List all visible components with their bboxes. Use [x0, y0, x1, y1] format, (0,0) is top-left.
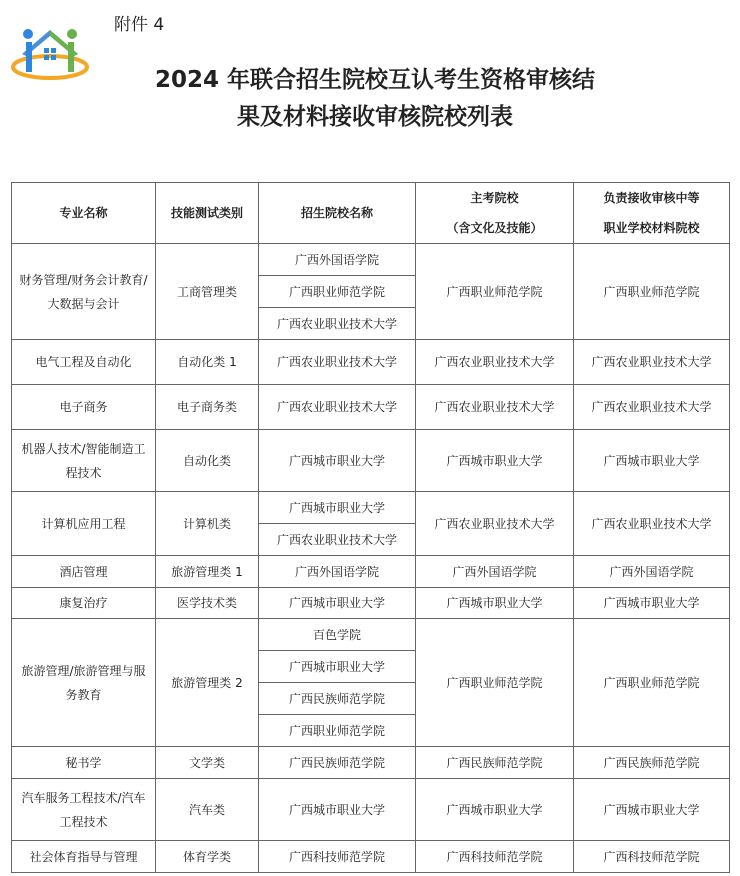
category-cell: 汽车类: [156, 779, 259, 841]
category-cell: 计算机类: [156, 492, 259, 556]
exam-school-cell: 广西农业职业技术大学: [416, 492, 574, 556]
major-cell: 社会体育指导与管理: [12, 841, 156, 873]
header-school: 招生院校名称: [259, 183, 416, 244]
major-cell: 旅游管理/旅游管理与服务教育: [12, 619, 156, 747]
school-cell: 广西城市职业大学: [259, 651, 416, 683]
header-exam-l2: （含文化及技能）: [446, 221, 543, 235]
table-row: [12, 747, 730, 779]
table-row: [12, 244, 730, 276]
exam-school-cell: 广西城市职业大学: [416, 588, 574, 619]
table-row: [12, 556, 730, 588]
exam-school-cell: 广西农业职业技术大学: [416, 340, 574, 385]
header-review-school: [574, 183, 730, 244]
review-school-cell: 广西民族师范学院: [574, 747, 730, 779]
header-exam-l1: 主考院校: [470, 191, 519, 205]
header-major: 专业名称: [12, 183, 156, 244]
school-cell: 广西职业师范学院: [259, 276, 416, 308]
category-cell: 电子商务类: [156, 385, 259, 430]
school-cell: 广西民族师范学院: [259, 683, 416, 715]
exam-school-cell: 广西城市职业大学: [416, 779, 574, 841]
table-row: [12, 385, 730, 430]
attachment-label: 附件 4: [114, 15, 165, 35]
review-school-cell: 广西职业师范学院: [574, 619, 730, 747]
major-cell: 酒店管理: [12, 556, 156, 588]
category-cell: 工商管理类: [156, 244, 259, 340]
exam-school-cell: 广西农业职业技术大学: [416, 385, 574, 430]
school-cell: 广西农业职业技术大学: [259, 524, 416, 556]
title-line-2: 果及材料接收审核院校列表: [237, 104, 513, 130]
major-cell: 秘书学: [12, 747, 156, 779]
header-review-l2: 职业学校材料院校: [603, 221, 700, 235]
header-exam-school: [416, 183, 574, 244]
school-table: [11, 182, 730, 873]
school-cell: 广西农业职业技术大学: [259, 340, 416, 385]
major-cell: 电子商务: [12, 385, 156, 430]
category-cell: 文学类: [156, 747, 259, 779]
review-school-cell: 广西农业职业技术大学: [574, 385, 730, 430]
major-cell: 汽车服务工程技术/汽车工程技术: [12, 779, 156, 841]
category-cell: 自动化类: [156, 430, 259, 492]
school-cell: 百色学院: [259, 619, 416, 651]
major-cell: 计算机应用工程: [12, 492, 156, 556]
school-cell: 广西外国语学院: [259, 556, 416, 588]
school-cell: 广西城市职业大学: [259, 779, 416, 841]
school-cell: 广西城市职业大学: [259, 430, 416, 492]
exam-school-cell: 广西外国语学院: [416, 556, 574, 588]
review-school-cell: 广西城市职业大学: [574, 430, 730, 492]
exam-school-cell: 广西科技师范学院: [416, 841, 574, 873]
header-review-l1: 负责接收审核中等: [603, 191, 700, 205]
exam-school-cell: 广西城市职业大学: [416, 430, 574, 492]
major-cell: 电气工程及自动化: [12, 340, 156, 385]
category-cell: 旅游管理类 1: [156, 556, 259, 588]
school-cell: 广西农业职业技术大学: [259, 385, 416, 430]
category-cell: 自动化类 1: [156, 340, 259, 385]
review-school-cell: 广西职业师范学院: [574, 244, 730, 340]
exam-school-cell: 广西职业师范学院: [416, 619, 574, 747]
table-row: [12, 779, 730, 841]
category-cell: 体育学类: [156, 841, 259, 873]
table-header: [12, 183, 730, 244]
title-line-1: 2024 年联合招生院校互认考生资格审核结: [154, 67, 596, 93]
school-cell: 广西民族师范学院: [259, 747, 416, 779]
review-school-cell: 广西科技师范学院: [574, 841, 730, 873]
category-cell: 旅游管理类 2: [156, 619, 259, 747]
table-row: [12, 340, 730, 385]
review-school-cell: 广西城市职业大学: [574, 779, 730, 841]
major-cell: 康复治疗: [12, 588, 156, 619]
school-cell: 广西城市职业大学: [259, 588, 416, 619]
school-cell: 广西城市职业大学: [259, 492, 416, 524]
school-cell: 广西职业师范学院: [259, 715, 416, 747]
header-skill-category: 技能测试类别: [156, 183, 259, 244]
table-row: [12, 588, 730, 619]
table-row: [12, 430, 730, 492]
exam-school-cell: 广西职业师范学院: [416, 244, 574, 340]
school-cell: 广西外国语学院: [259, 244, 416, 276]
school-cell: 广西科技师范学院: [259, 841, 416, 873]
review-school-cell: 广西外国语学院: [574, 556, 730, 588]
major-cell: 财务管理/财务会计教育/大数据与会计: [12, 244, 156, 340]
category-cell: 医学技术类: [156, 588, 259, 619]
review-school-cell: 广西农业职业技术大学: [574, 340, 730, 385]
page-title: [0, 62, 740, 136]
exam-school-cell: 广西民族师范学院: [416, 747, 574, 779]
table-row: [12, 841, 730, 873]
table-row: [12, 619, 730, 651]
review-school-cell: 广西城市职业大学: [574, 588, 730, 619]
review-school-cell: 广西农业职业技术大学: [574, 492, 730, 556]
major-cell: 机器人技术/智能制造工程技术: [12, 430, 156, 492]
school-cell: 广西农业职业技术大学: [259, 308, 416, 340]
table-row: [12, 492, 730, 524]
